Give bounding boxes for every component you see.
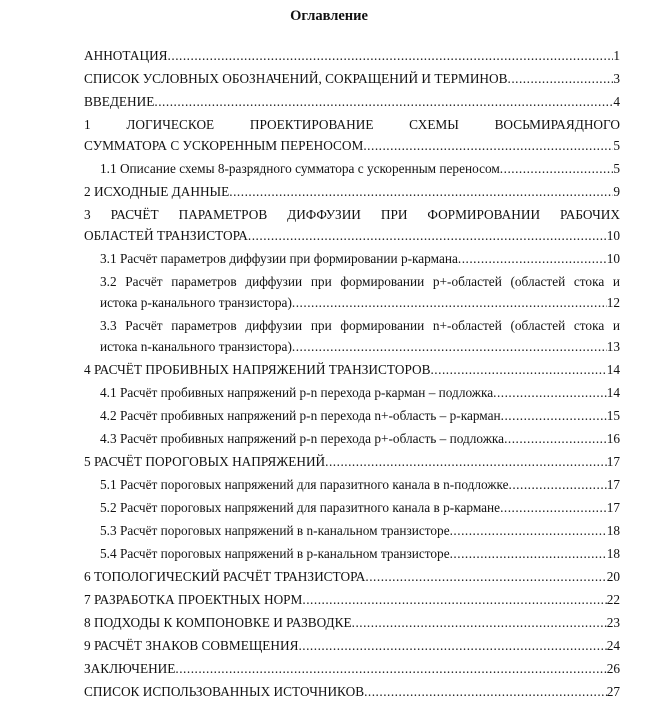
toc-page-number: 14 bbox=[606, 362, 620, 377]
toc-page-number: 1 bbox=[613, 48, 620, 63]
toc-entry-text: 9 РАСЧЁТ ЗНАКОВ СОВМЕЩЕНИЯ bbox=[84, 638, 299, 653]
toc-entry-row bbox=[84, 68, 620, 89]
toc-entry-row bbox=[100, 543, 620, 564]
toc-entry[interactable] bbox=[84, 248, 620, 269]
toc-entry-row bbox=[100, 292, 620, 313]
toc-entry-row bbox=[100, 428, 620, 449]
toc-page-number: 22 bbox=[606, 592, 620, 607]
toc-entry-text: СПИСОК УСЛОВНЫХ ОБОЗНАЧЕНИЙ, СОКРАЩЕНИЙ И ТЕРМИНОВ bbox=[84, 71, 508, 86]
toc-entry-text: ОБЛАСТЕЙ ТРАНЗИСТОРА bbox=[84, 228, 248, 243]
toc-entry-row bbox=[100, 158, 620, 179]
toc-entry[interactable] bbox=[84, 91, 620, 112]
toc-entry-row bbox=[100, 405, 620, 426]
toc-entry-row bbox=[84, 566, 620, 587]
toc-entry-text: 5.1 Расчёт пороговых напряжений для паразитного канала в n-подложке bbox=[100, 477, 509, 492]
toc-page-number: 16 bbox=[606, 431, 620, 446]
dot-leader bbox=[501, 405, 607, 426]
dot-leader bbox=[504, 428, 607, 449]
table-of-contents bbox=[84, 45, 620, 704]
toc-entry[interactable] bbox=[84, 382, 620, 403]
dot-leader bbox=[292, 292, 607, 313]
dot-leader bbox=[298, 635, 606, 656]
toc-page-number: 14 bbox=[606, 385, 620, 400]
toc-entry-text: 3.2 Расчёт параметров диффузии при формировании p+-областей (областей стока и bbox=[100, 274, 620, 289]
toc-entry-text: 3.3 Расчёт параметров диффузии при формировании n+-областей (областей стока и bbox=[100, 318, 620, 333]
toc-page-number: 20 bbox=[606, 569, 620, 584]
toc-page-number: 15 bbox=[606, 408, 620, 423]
dot-leader bbox=[325, 451, 607, 472]
toc-entry-row bbox=[84, 451, 620, 472]
toc-entry-row bbox=[100, 336, 620, 357]
toc-entry[interactable] bbox=[84, 612, 620, 633]
dot-leader bbox=[229, 181, 613, 202]
toc-entry-text: 4.3 Расчёт пробивных напряжений p-n перехода p+-область – подложка bbox=[100, 431, 505, 446]
toc-page-number: 10 bbox=[606, 251, 620, 266]
toc-entry-text: 3 РАСЧЁТ ПАРАМЕТРОВ ДИФФУЗИИ ПРИ ФОРМИРОВАНИИ РАБОЧИХ bbox=[84, 207, 620, 222]
dot-leader bbox=[509, 474, 607, 495]
dot-leader bbox=[168, 45, 614, 66]
toc-page-number: 27 bbox=[606, 684, 620, 699]
toc-entry[interactable] bbox=[84, 566, 620, 587]
toc-page-number: 26 bbox=[606, 661, 620, 676]
dot-leader bbox=[500, 497, 607, 518]
toc-page-number: 5 bbox=[613, 161, 620, 176]
dot-leader bbox=[450, 520, 607, 541]
toc-entry-text: 5.4 Расчёт пороговых напряжений в p-канальном транзисторе bbox=[100, 546, 450, 561]
toc-entry[interactable] bbox=[84, 543, 620, 564]
toc-entry-text: СУММАТОРА С УСКОРЕННЫМ ПЕРЕНОСОМ bbox=[84, 138, 364, 153]
toc-entry[interactable] bbox=[84, 589, 620, 610]
toc-entry-text: АННОТАЦИЯ bbox=[84, 48, 168, 63]
toc-entry-row bbox=[84, 589, 620, 610]
toc-entry[interactable] bbox=[84, 68, 620, 89]
dot-leader bbox=[508, 68, 614, 89]
dot-leader bbox=[175, 658, 606, 679]
toc-entry-text: 3.1 Расчёт параметров диффузии при формировании p-кармана bbox=[100, 251, 458, 266]
toc-page-number: 18 bbox=[606, 523, 620, 538]
toc-entry[interactable] bbox=[84, 315, 620, 357]
dot-leader bbox=[363, 135, 613, 156]
toc-page-number: 17 bbox=[606, 454, 620, 469]
toc-page-number: 12 bbox=[606, 295, 620, 310]
toc-entry-row bbox=[100, 248, 620, 269]
dot-leader bbox=[248, 225, 607, 246]
toc-page-number: 17 bbox=[606, 477, 620, 492]
toc-entry[interactable] bbox=[84, 520, 620, 541]
toc-entry[interactable] bbox=[84, 181, 620, 202]
dot-leader bbox=[500, 158, 614, 179]
dot-leader bbox=[493, 382, 607, 403]
dot-leader bbox=[352, 612, 607, 633]
toc-entry[interactable] bbox=[84, 428, 620, 449]
toc-entry[interactable] bbox=[84, 271, 620, 313]
toc-entry[interactable] bbox=[84, 45, 620, 66]
toc-entry-row bbox=[100, 520, 620, 541]
toc-entry[interactable] bbox=[84, 497, 620, 518]
toc-entry[interactable] bbox=[84, 681, 620, 702]
toc-entry-text: 1 ЛОГИЧЕСКОЕ ПРОЕКТИРОВАНИЕ СХЕМЫ ВОСЬМИРАЯДНОГО bbox=[84, 117, 620, 132]
toc-page-number: 9 bbox=[613, 184, 620, 199]
toc-entry-text: 5.2 Расчёт пороговых напряжений для паразитного канала в p-кармане bbox=[100, 500, 501, 515]
toc-entry-text: ВВЕДЕНИЕ bbox=[84, 94, 155, 109]
toc-entry-row bbox=[84, 135, 620, 156]
toc-entry-text: 1.1 Описание схемы 8-разрядного сумматора с ускоренным переносом bbox=[100, 161, 500, 176]
toc-page-number: 23 bbox=[606, 615, 620, 630]
toc-entry[interactable] bbox=[84, 474, 620, 495]
toc-entry-row bbox=[84, 225, 620, 246]
dot-leader bbox=[292, 336, 607, 357]
toc-page-number: 18 bbox=[606, 546, 620, 561]
toc-entry-text: 6 ТОПОЛОГИЧЕСКИЙ РАСЧЁТ ТРАНЗИСТОРА bbox=[84, 569, 366, 584]
dot-leader bbox=[458, 248, 607, 269]
toc-entry-text: истока n-канального транзистора) bbox=[100, 339, 292, 354]
toc-page-number: 10 bbox=[606, 228, 620, 243]
toc-entry-row bbox=[84, 635, 620, 656]
toc-entry-text: 4 РАСЧЁТ ПРОБИВНЫХ НАПРЯЖЕНИЙ ТРАНЗИСТОРОВ bbox=[84, 362, 431, 377]
dot-leader bbox=[302, 589, 606, 610]
toc-entry[interactable] bbox=[84, 114, 620, 156]
dot-leader bbox=[450, 543, 607, 564]
toc-entry-row bbox=[84, 612, 620, 633]
toc-entry-row bbox=[84, 658, 620, 679]
toc-entry[interactable] bbox=[84, 204, 620, 246]
toc-entry-row bbox=[100, 497, 620, 518]
toc-entry[interactable] bbox=[84, 635, 620, 656]
dot-leader bbox=[365, 566, 606, 587]
toc-entry-text: истока p-канального транзистора) bbox=[100, 295, 292, 310]
toc-entry-text: 5.3 Расчёт пороговых напряжений в n-канальном транзисторе bbox=[100, 523, 450, 538]
toc-entry[interactable] bbox=[84, 451, 620, 472]
toc-entry-text: 7 РАЗРАБОТКА ПРОЕКТНЫХ НОРМ bbox=[84, 592, 303, 607]
toc-entry-text: 4.2 Расчёт пробивных напряжений p-n перехода n+-область – p-карман bbox=[100, 408, 501, 423]
dot-leader bbox=[154, 91, 613, 112]
toc-page-number: 4 bbox=[613, 94, 620, 109]
toc-entry-text: СПИСОК ИСПОЛЬЗОВАННЫХ ИСТОЧНИКОВ bbox=[84, 684, 365, 699]
toc-entry[interactable] bbox=[84, 405, 620, 426]
toc-entry-row bbox=[84, 45, 620, 66]
toc-title: Оглавление bbox=[290, 8, 368, 24]
toc-entry-text: 4.1 Расчёт пробивных напряжений p-n перехода p-карман – подложка bbox=[100, 385, 494, 400]
toc-entry[interactable] bbox=[84, 359, 620, 380]
toc-entry-row bbox=[100, 382, 620, 403]
toc-page-number: 13 bbox=[606, 339, 620, 354]
toc-entry-row bbox=[84, 91, 620, 112]
toc-entry-text: 8 ПОДХОДЫ К КОМПОНОВКЕ И РАЗВОДКЕ bbox=[84, 615, 352, 630]
dot-leader bbox=[430, 359, 606, 380]
toc-entry-row bbox=[84, 359, 620, 380]
toc-entry-row bbox=[84, 181, 620, 202]
toc-entry-text: ЗАКЛЮЧЕНИЕ bbox=[84, 661, 176, 676]
toc-entry[interactable] bbox=[84, 658, 620, 679]
toc-page-number: 24 bbox=[606, 638, 620, 653]
toc-page-number: 3 bbox=[613, 71, 620, 86]
toc-entry[interactable] bbox=[84, 158, 620, 179]
toc-entry-text: 2 ИСХОДНЫЕ ДАННЫЕ bbox=[84, 184, 230, 199]
toc-entry-text: 5 РАСЧЁТ ПОРОГОВЫХ НАПРЯЖЕНИЙ bbox=[84, 454, 326, 469]
toc-entry-row bbox=[100, 474, 620, 495]
toc-entry-row bbox=[84, 681, 620, 702]
toc-page-number: 5 bbox=[613, 138, 620, 153]
dot-leader bbox=[364, 681, 607, 702]
toc-page-number: 17 bbox=[606, 500, 620, 515]
